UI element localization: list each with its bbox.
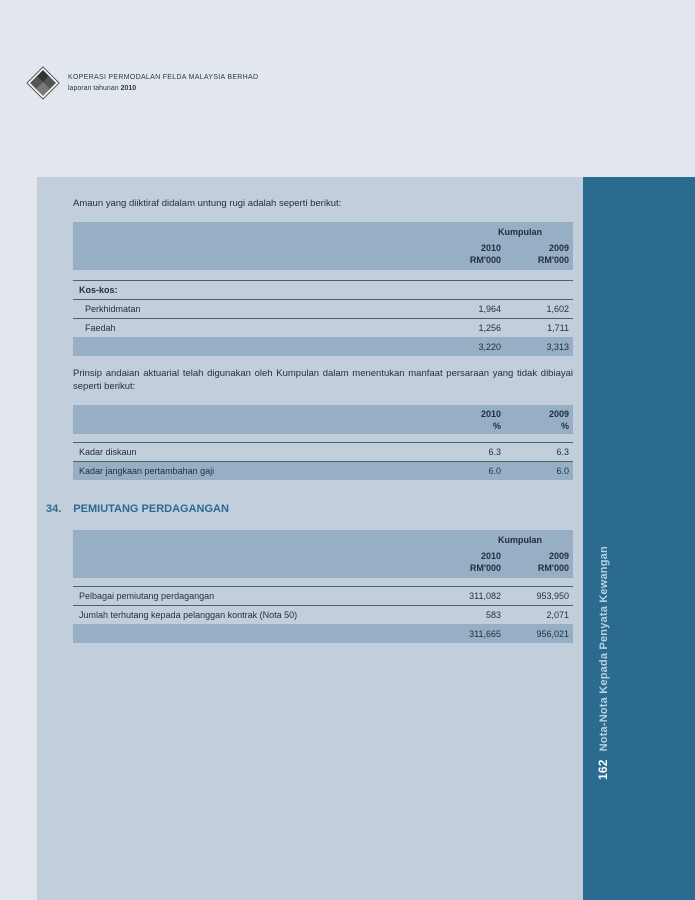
sidebar-title: Nota-Nota Kepada Penyata Kewangan xyxy=(598,546,610,752)
table-row xyxy=(73,280,573,299)
table-row: Pelbagai pemiutang perdagangan 311,082 953,950 xyxy=(73,586,573,605)
payables-table xyxy=(73,530,573,643)
intro-paragraph-1: Amaun yang diiktiraf didalam untung rugi adalah seperti berikut: xyxy=(73,198,342,209)
total-row: 311,665 956,021 xyxy=(73,624,573,643)
page-number: 162 xyxy=(596,759,610,780)
sidebar-band xyxy=(583,177,695,900)
kpf-logo-icon xyxy=(26,66,60,100)
col-2010-heading: 2010 % xyxy=(480,408,501,431)
table-row: Kadar jangkaan pertambahan gaji 6.0 6.0 xyxy=(73,461,573,480)
table-row: Kadar diskaun 6.3 6.3 xyxy=(73,442,573,461)
section-heading-34: 34. PEMIUTANG PERDAGANGAN xyxy=(46,503,229,515)
table-header-row xyxy=(73,242,573,270)
table-header-row xyxy=(73,222,573,242)
page-header xyxy=(26,66,426,106)
table-row: Faedah 1,256 1,711 xyxy=(85,322,569,333)
cost-table xyxy=(73,222,573,356)
table-row: Jumlah terhutang kepada pelanggan kontrak (Nota 50) 583 2,071 xyxy=(79,609,569,620)
intro-paragraph-2: Prinsip andaian aktuarial telah digunakan oleh Kumpulan dalam menentukan manfaat persaraan yang tidak dibiayai seperti berikut: xyxy=(73,368,573,392)
col-2010-heading: 2010 RM'000 xyxy=(469,551,501,573)
group-heading: Kumpulan xyxy=(498,535,542,545)
group-heading: Kumpulan xyxy=(498,227,542,237)
report-title: laporan tahunan 2010 xyxy=(68,85,137,92)
col-2010-heading: 2010 RM'000 xyxy=(469,243,501,265)
total-row: 3,220 3,313 xyxy=(73,337,573,356)
col-2009-heading: 2009 % xyxy=(548,408,569,431)
table-header-row xyxy=(73,530,573,550)
col-2009-heading: 2009 RM'000 xyxy=(537,243,569,265)
section-label: Kos-kos: xyxy=(73,280,437,299)
col-2009-heading: 2009 RM'000 xyxy=(537,551,569,573)
table-row: Perkhidmatan 1,964 1,602 xyxy=(73,299,573,318)
table-header-row xyxy=(73,550,573,578)
actuarial-table xyxy=(73,405,573,480)
org-name: KOPERASI PERMODALAN FELDA MALAYSIA BERHAD xyxy=(68,74,259,81)
table-header-row xyxy=(73,405,573,434)
sidebar-caption xyxy=(596,546,610,780)
